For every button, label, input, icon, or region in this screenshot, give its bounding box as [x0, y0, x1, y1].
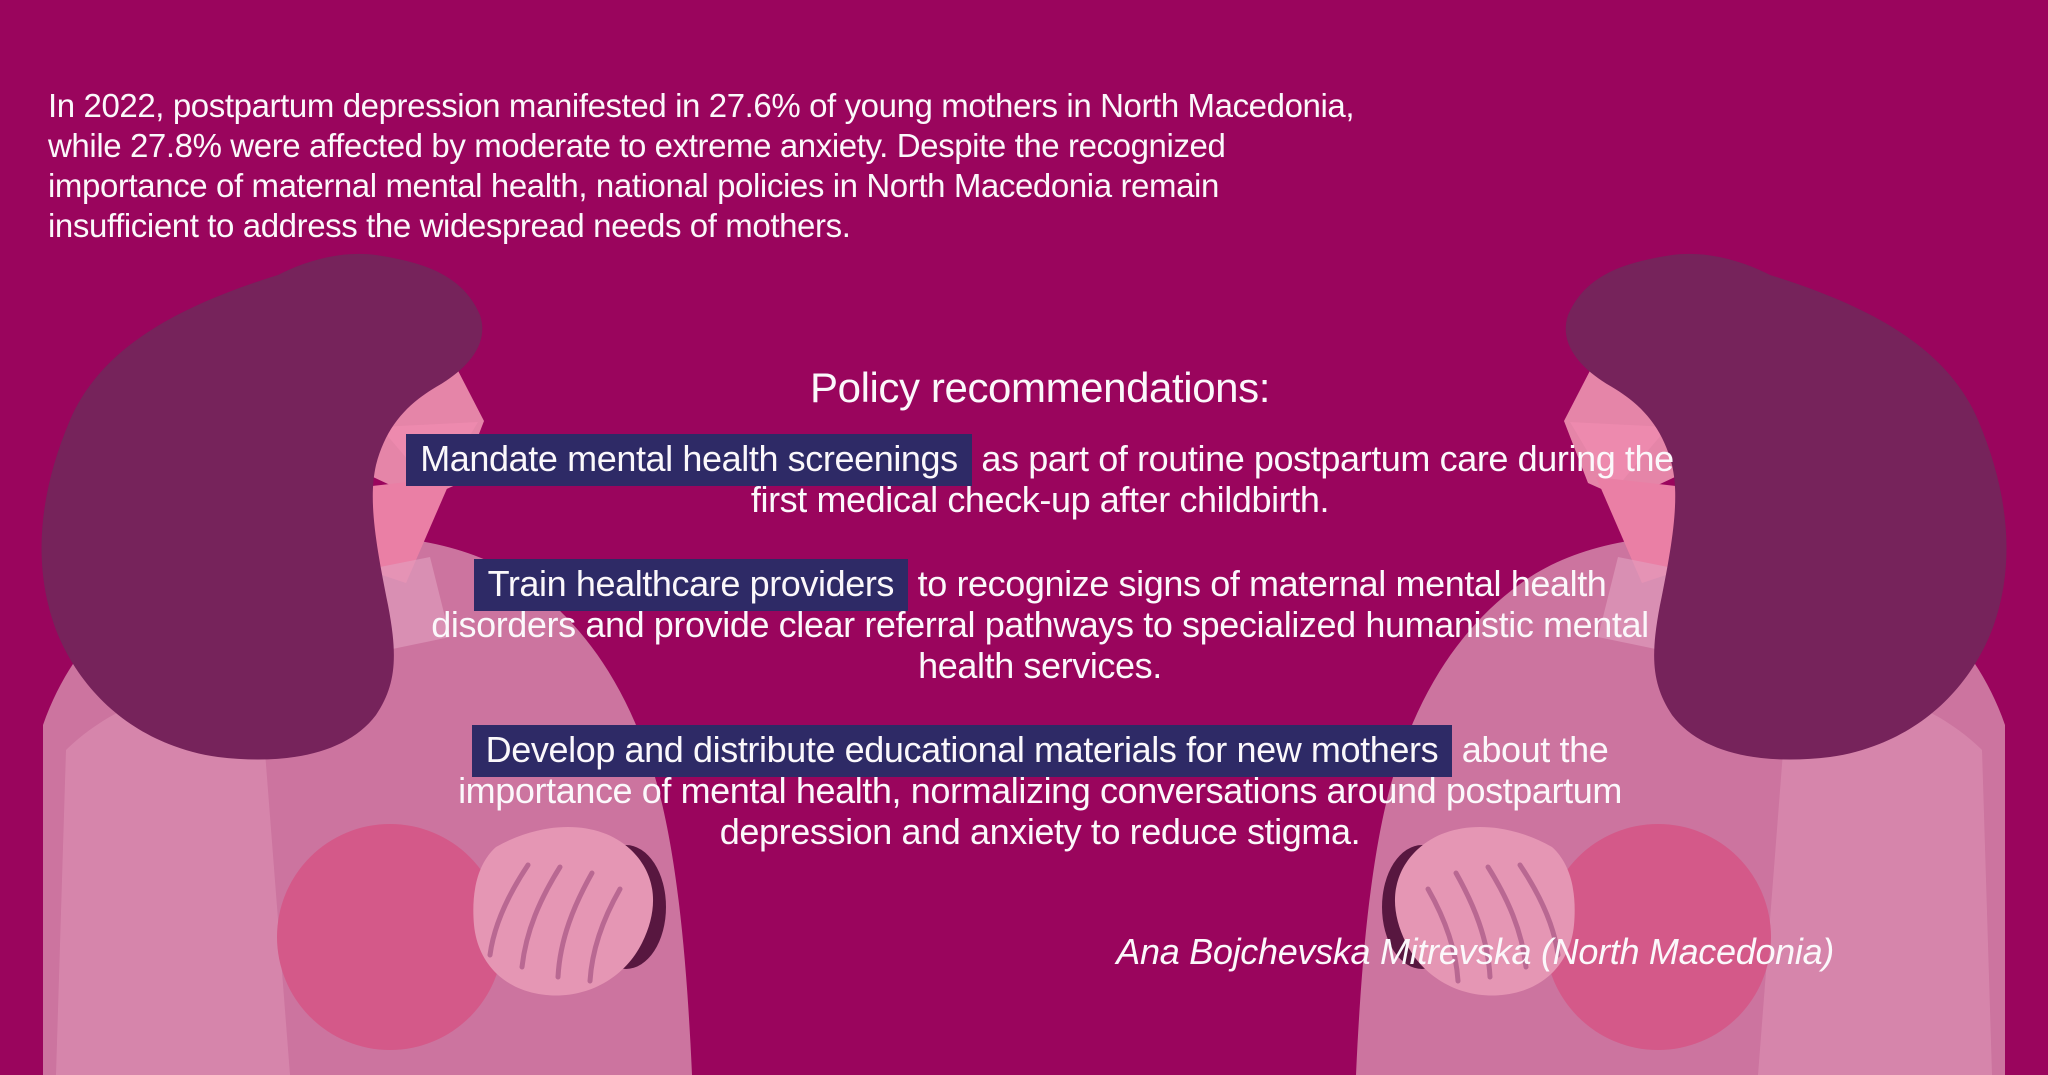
recommendation-line — [180, 438, 1900, 479]
intro-line: insufficient to address the widespread needs of mothers. — [48, 207, 851, 244]
recommendation-text: disorders and provide clear referral pathways to specialized humanistic mental — [431, 604, 1649, 645]
recommendation-text: to recognize signs of maternal mental health — [908, 563, 1607, 604]
recommendation-text: first medical check-up after childbirth. — [750, 479, 1330, 520]
recommendation-text: about the — [1452, 729, 1609, 770]
baby-head-shape — [277, 824, 503, 1050]
highlighted-phrase: Mandate mental health screenings — [406, 434, 972, 486]
intro-line: importance of maternal mental health, national policies in North Macedonia remain — [48, 167, 1219, 204]
intro-line: In 2022, postpartum depression manifested in 27.6% of young mothers in North Macedonia, — [48, 87, 1355, 124]
recommendation-text: health services. — [918, 645, 1162, 686]
recommendation-text: as part of routine postpartum care during the — [971, 438, 1674, 479]
recommendation-line — [180, 729, 1900, 770]
attribution: Ana Bojchevska Mitrevska (North Macedonia) — [1116, 931, 1834, 972]
intro-line: while 27.8% were affected by moderate to extreme anxiety. Despite the recognized — [48, 127, 1226, 164]
recommendation-2 — [180, 563, 1900, 686]
recommendation-line — [180, 770, 1900, 811]
section-heading: Policy recommendations: — [810, 364, 1270, 411]
recommendation-line — [180, 645, 1900, 686]
recommendation-3 — [180, 729, 1900, 852]
recommendation-text: importance of mental health, normalizing conversations around postpartum — [458, 770, 1622, 811]
recommendation-line — [180, 563, 1900, 604]
recommendation-line — [180, 604, 1900, 645]
highlighted-phrase: Train healthcare providers — [474, 559, 908, 611]
intro-paragraph — [48, 86, 1354, 246]
highlighted-phrase: Develop and distribute educational materials for new mothers — [472, 725, 1453, 777]
recommendation-line — [180, 811, 1900, 852]
recommendation-text: depression and anxiety to reduce stigma. — [719, 811, 1361, 852]
recommendation-1 — [180, 438, 1900, 520]
